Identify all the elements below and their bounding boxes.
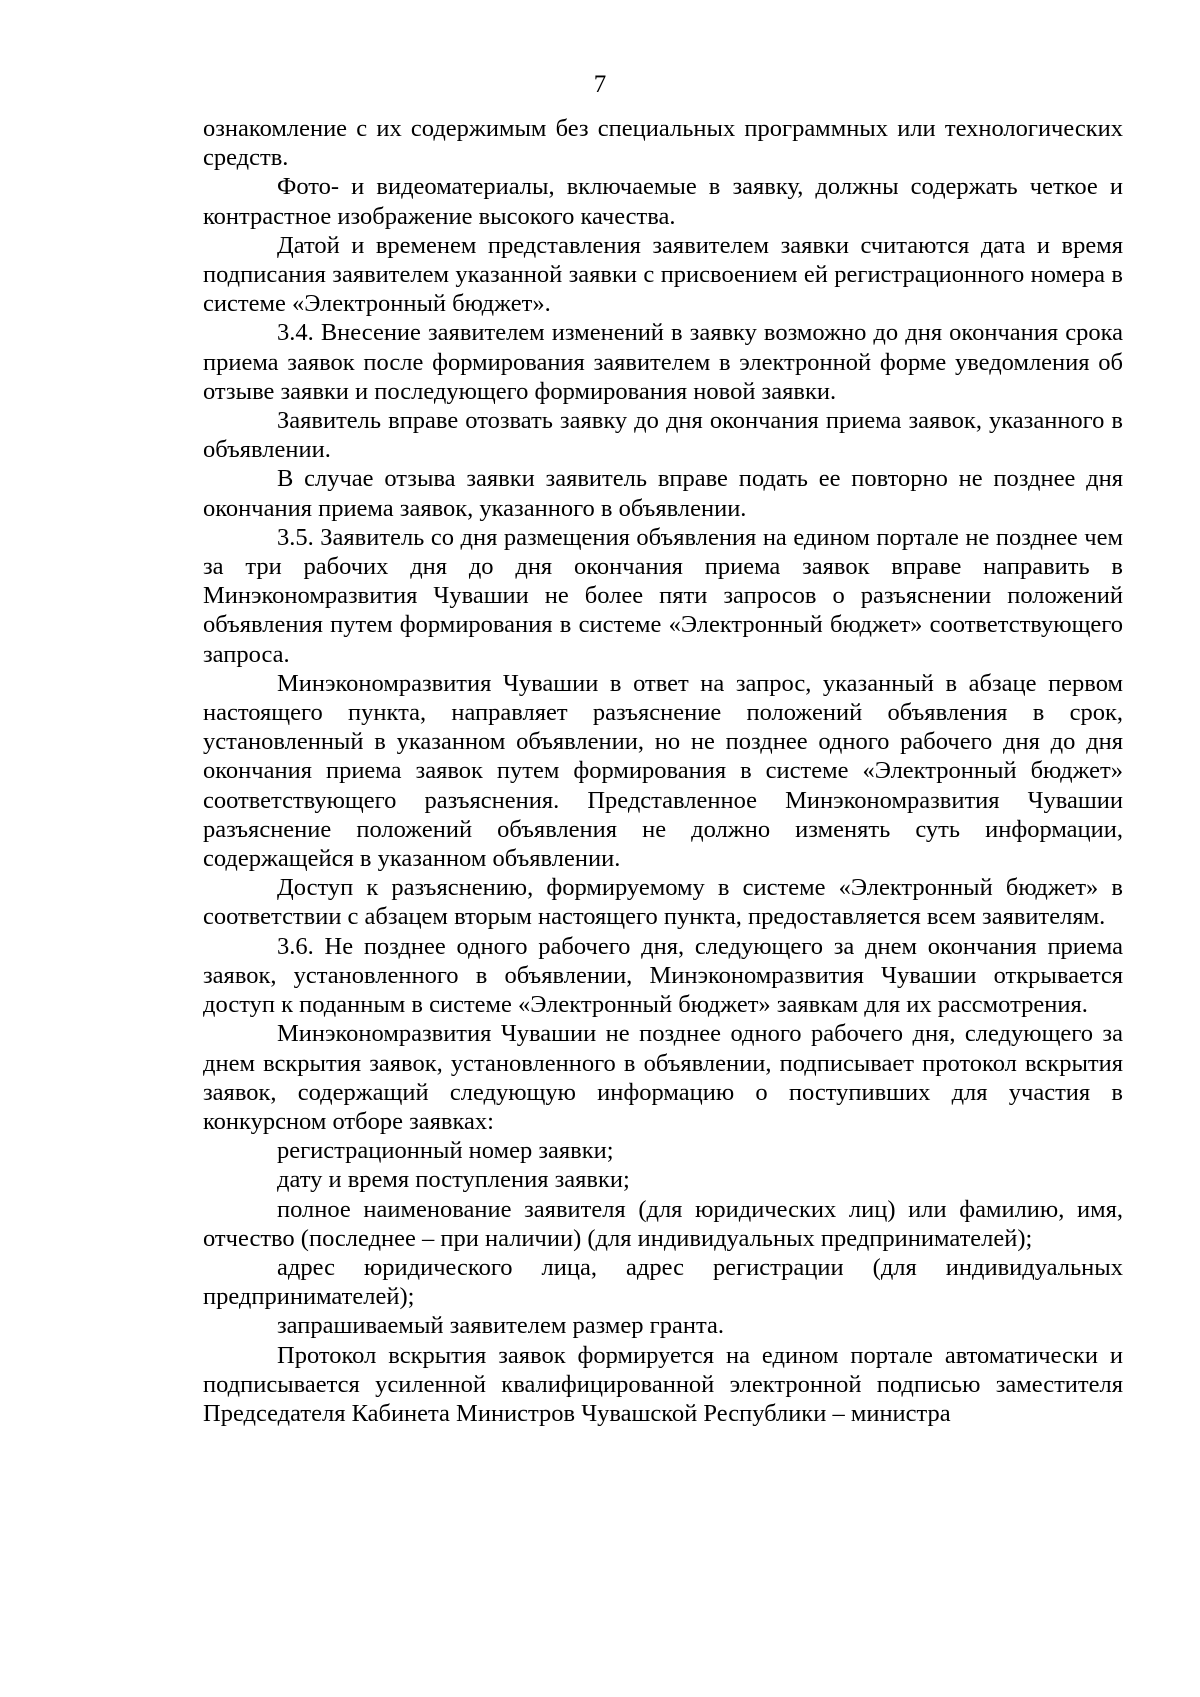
document-body <box>203 114 1123 1428</box>
paragraph: Фото- и видеоматериалы, включаемые в заявку, должны содержать четкое и контрастное изображение высокого качества. <box>203 173 1123 230</box>
paragraph: Минэкономразвития Чувашии в ответ на запрос, указанный в абзаце первом настоящего пункта, направляет разъяснение положений объявления в срок, установленный в указанном объявлении, но не позднее одного рабочего дня до дня окончания приема заявок путем формирования в системе «Электронный бюджет» соответствующего разъяснения. Представленное Минэкономразвития Чувашии разъяснение положений объявления не должно изменять суть информации, содержащейся в указанном объявлении. <box>203 669 1123 873</box>
paragraph: Датой и временем представления заявителем заявки считаются дата и время подписания заявителем указанной заявки с присвоением ей регистрационного номера в системе «Электронный бюджет». <box>203 231 1123 318</box>
paragraph: регистрационный номер заявки; <box>277 1137 614 1165</box>
paragraph: 3.6. Не позднее одного рабочего дня, следующего за днем окончания приема заявок, установленного в объявлении, Минэкономразвития Чувашии открывается доступ к поданным в системе «Электронный бюджет» заявкам для их рассмотрения. <box>203 932 1123 1019</box>
paragraph: Заявитель вправе отозвать заявку до дня окончания приема заявок, указанного в объявлении. <box>203 407 1123 464</box>
paragraph: ознакомление с их содержимым без специальных программных или технологических средств. <box>203 115 1123 172</box>
paragraph: 3.4. Внесение заявителем изменений в заявку возможно до дня окончания срока приема заявок после формирования заявителем в электронной форме уведомления об отзыве заявки и последующего формирования новой заявки. <box>203 319 1123 405</box>
page-number: 7 <box>593 71 607 98</box>
paragraph: запрашиваемый заявителем размер гранта. <box>277 1312 724 1340</box>
paragraph: Доступ к разъяснению, формируемому в системе «Электронный бюджет» в соответствии с абзацем вторым настоящего пункта, предоставляется всем заявителям. <box>203 874 1123 931</box>
paragraph: полное наименование заявителя (для юридических лиц) или фамилию, имя, отчество (последнее – при наличии) (для индивидуальных предпринимателей); <box>203 1195 1123 1252</box>
paragraph: 3.5. Заявитель со дня размещения объявления на едином портале не позднее чем за три рабочих дня до дня окончания приема заявок вправе направить в Минэкономразвития Чувашии не более пяти запросов о разъяснении положений объявления путем формирования в системе «Электронный бюджет» соответствующего запроса. <box>203 523 1123 668</box>
paragraph: Минэкономразвития Чувашии не позднее одного рабочего дня, следующего за днем вскрытия заявок, установленного в объявлении, подписывает протокол вскрытия заявок, содержащий следующую информацию о поступивших для участия в конкурсном отборе заявках: <box>203 1020 1123 1135</box>
paragraph: Протокол вскрытия заявок формируется на едином портале автоматически и подписывается усиленной квалифицированной электронной подписью заместителя Председателя Кабинета Министров Чувашской Республики – министра <box>203 1341 1123 1427</box>
paragraph: В случае отзыва заявки заявитель вправе подать ее повторно не позднее дня окончания приема заявок, указанного в объявлении. <box>203 465 1123 522</box>
paragraph: адрес юридического лица, адрес регистрации (для индивидуальных предпринимателей); <box>203 1253 1123 1311</box>
paragraph: дату и время поступления заявки; <box>277 1166 630 1194</box>
